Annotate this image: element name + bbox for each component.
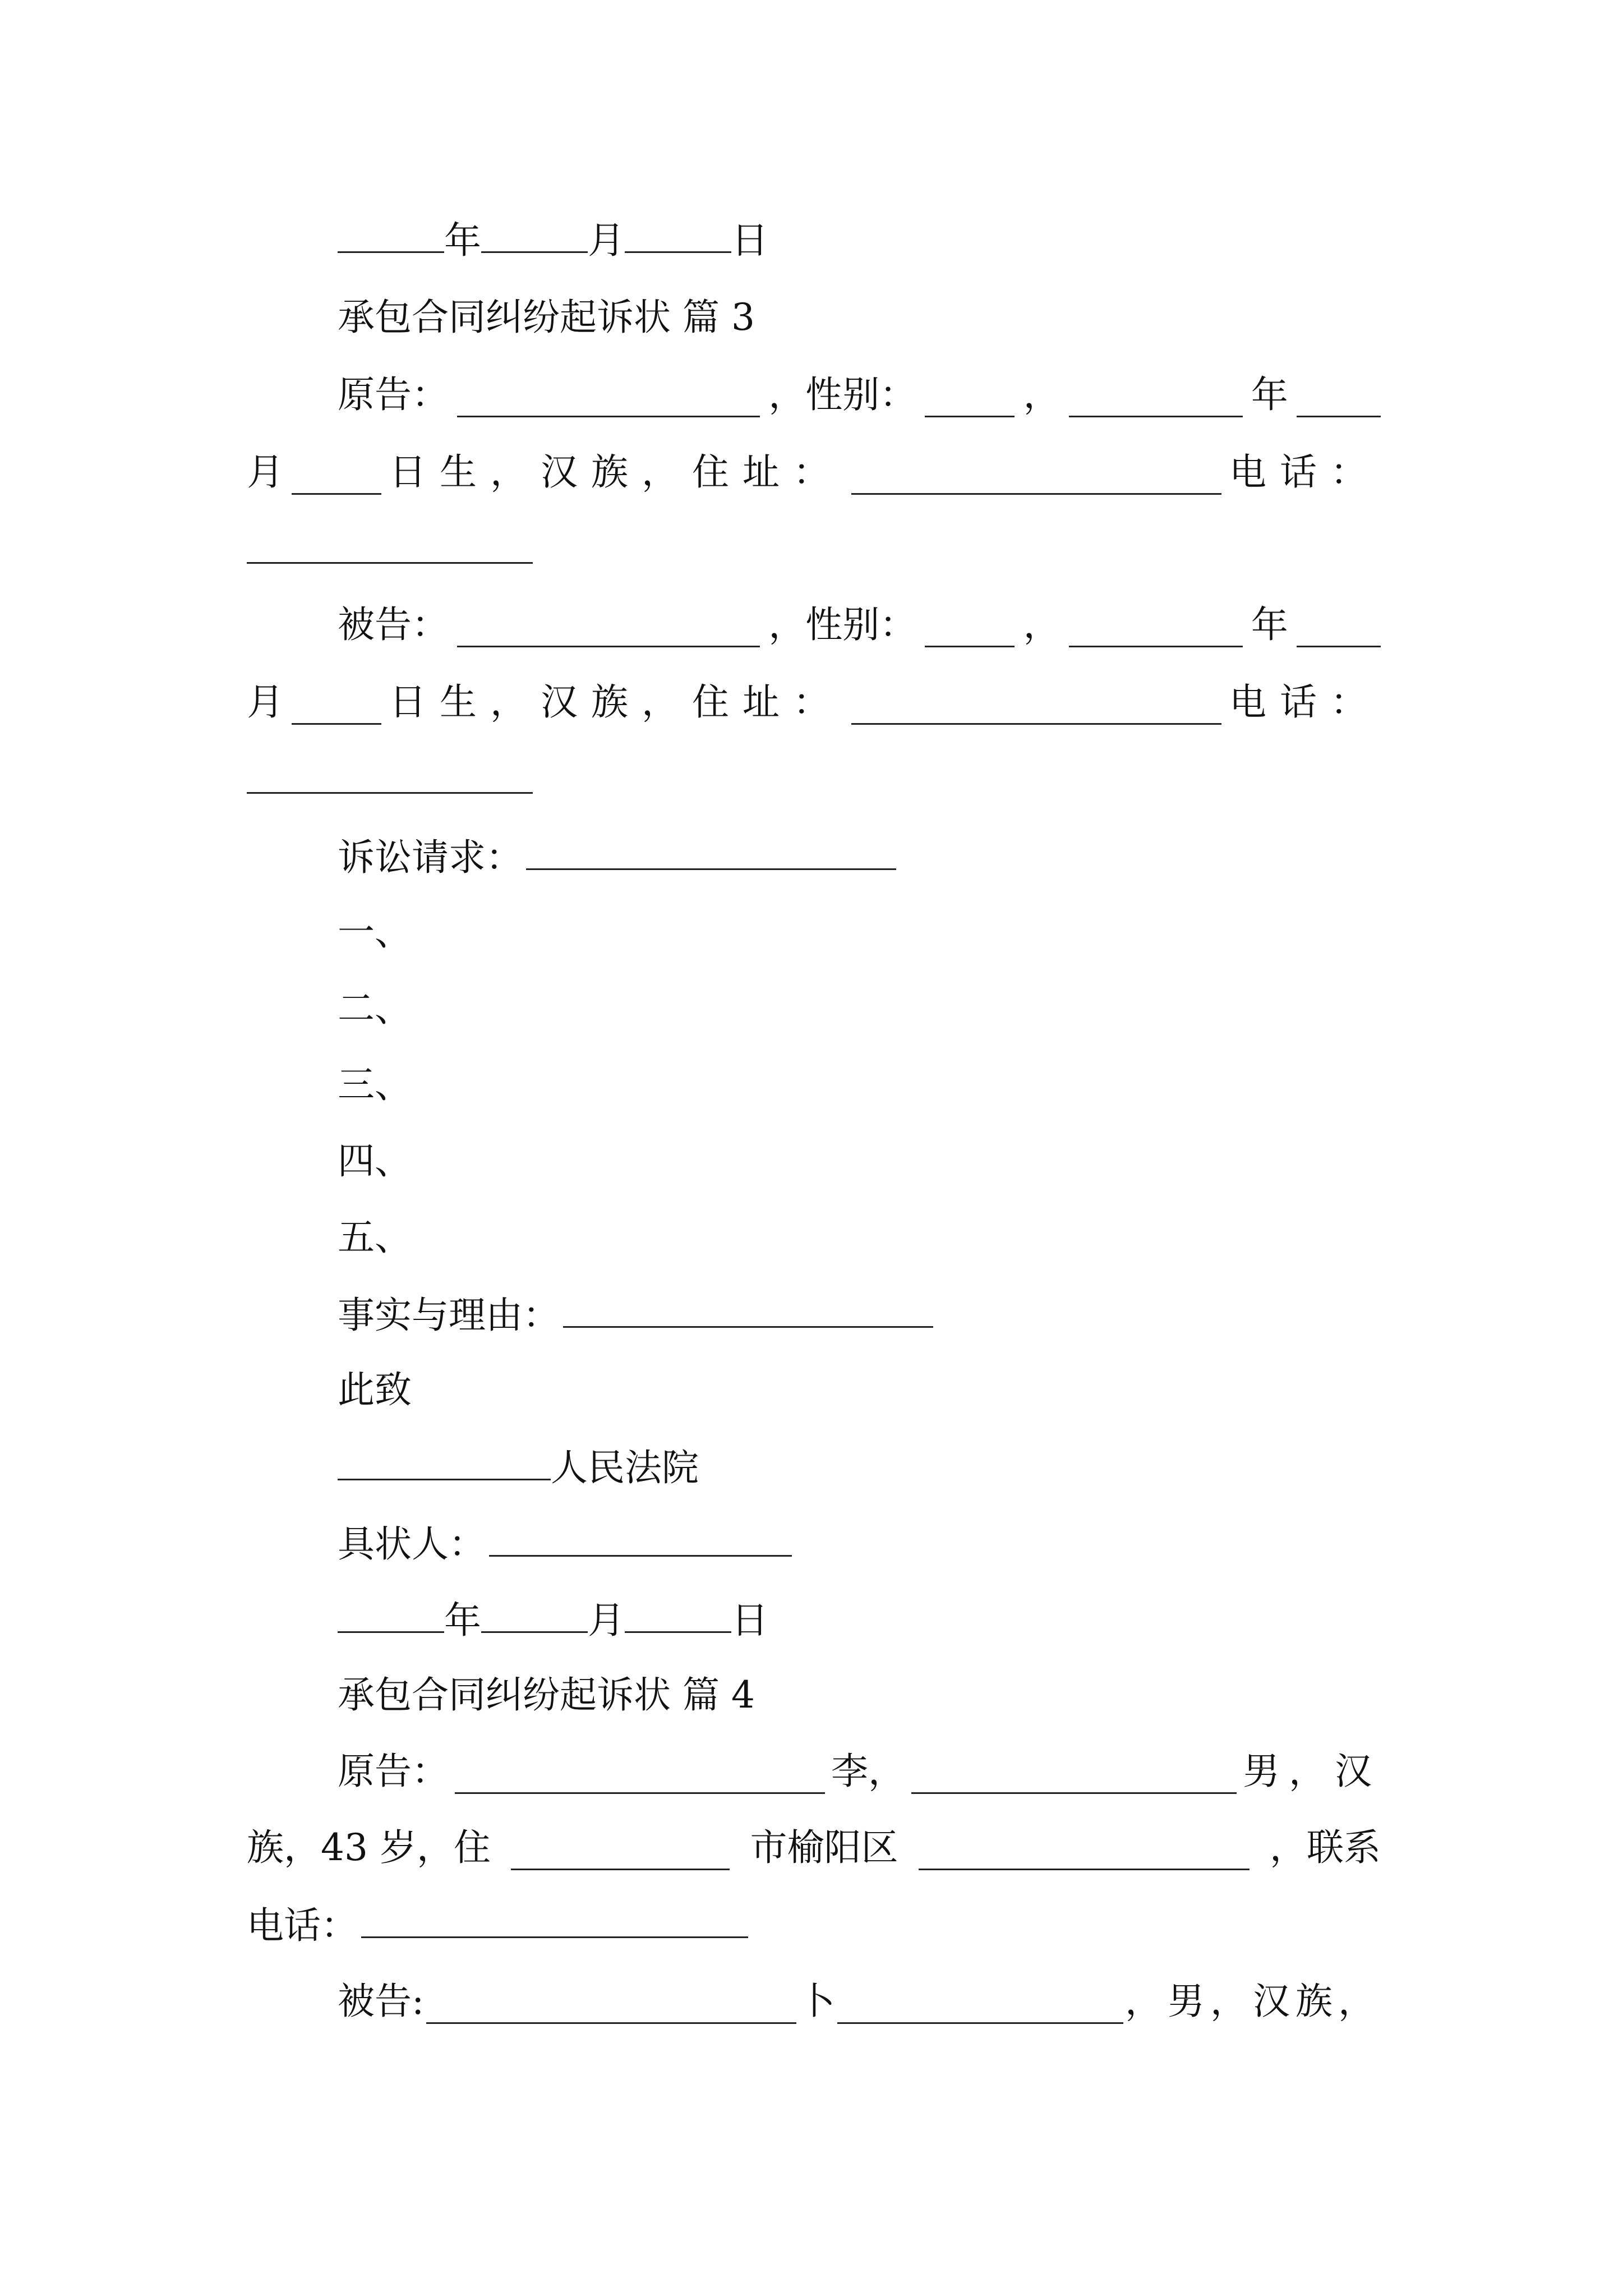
s3-plaintiff-year-blank[interactable]	[1069, 381, 1243, 417]
year-label: 年	[444, 219, 481, 262]
month-label: 月	[588, 1599, 625, 1642]
s4-plaintiff-age-address: 族，43 岁，住	[247, 1826, 491, 1869]
s3-plaintiff-comma: ，	[1023, 373, 1061, 416]
s3-plaintiff-day-blank[interactable]	[292, 458, 381, 495]
blank-day[interactable]	[625, 1596, 731, 1633]
s4-defendant-surname: 卜	[798, 1980, 836, 2023]
section3-heading: 承包合同纠纷起诉状 篇 3	[338, 296, 755, 339]
s3-defendant-comma: ，	[1023, 603, 1061, 646]
blank-month[interactable]	[481, 1596, 588, 1633]
s3-signer	[338, 1520, 792, 1565]
day-label: 日	[731, 219, 768, 262]
s3-defendant-month-label: 月	[247, 680, 284, 724]
s4-defendant-blank2[interactable]	[837, 1987, 1123, 2024]
s3-plaintiff-gender-label: ，性别：	[768, 373, 917, 416]
s3-defendant-month-blank[interactable]	[1297, 611, 1381, 647]
s4-defendant-line1	[338, 1979, 1381, 2024]
s4-plaintiff-line3	[247, 1902, 748, 1947]
date-line-top	[338, 217, 768, 261]
s4-plaintiff-line2	[247, 1825, 1381, 1870]
s3-defendant-year-label: 年	[1251, 603, 1288, 646]
blank-year[interactable]	[338, 1596, 444, 1633]
s3-defendant-year-blank[interactable]	[1069, 611, 1243, 647]
s3-plaintiff-name-blank[interactable]	[457, 381, 760, 417]
s4-plaintiff-contact: ，联系	[1269, 1826, 1381, 1869]
s3-claims-blank[interactable]	[526, 834, 896, 870]
s3-signer-label: 具状人：	[338, 1522, 486, 1566]
s3-plaintiff-line1	[338, 372, 1381, 417]
blank-day[interactable]	[625, 217, 731, 253]
s4-plaintiff-line1	[338, 1749, 1381, 1794]
s4-defendant-rest: ，男，汉族，	[1125, 1980, 1381, 2023]
blank-year[interactable]	[338, 217, 444, 253]
s3-court-blank[interactable]	[338, 1444, 551, 1480]
s3-plaintiff-year-label: 年	[1251, 373, 1288, 416]
s3-claim-item: 三、	[338, 1063, 412, 1106]
s3-defendant-phone-label: 电话：	[1229, 680, 1381, 724]
s3-plaintiff-month-blank[interactable]	[1297, 381, 1381, 417]
s3-date-line	[338, 1596, 768, 1641]
s3-plaintiff-month-label: 月	[247, 450, 284, 494]
s4-plaintiff-surname: 李，	[831, 1750, 905, 1793]
s4-plaintiff-name-blank[interactable]	[455, 1757, 825, 1794]
s4-plaintiff-phone-label: 电话：	[247, 1904, 358, 1947]
s3-facts-blank[interactable]	[563, 1291, 933, 1328]
s4-plaintiff-phone-blank[interactable]	[361, 1902, 748, 1938]
s3-plaintiff-label: 原告：	[338, 373, 449, 416]
s3-plaintiff-phone-blank[interactable]	[247, 527, 533, 564]
s3-plaintiff-line3	[247, 527, 533, 572]
s3-salutation: 此致	[338, 1368, 412, 1411]
s3-claims	[338, 834, 896, 878]
s4-defendant-name-blank[interactable]	[426, 1987, 796, 2024]
s4-plaintiff-gender: 男，汉	[1243, 1750, 1381, 1793]
s3-court-label: 人民法院	[551, 1446, 699, 1489]
s4-plaintiff-district-blank[interactable]	[919, 1834, 1249, 1870]
s3-defendant-name-blank[interactable]	[457, 611, 760, 647]
s4-plaintiff-blank2[interactable]	[911, 1757, 1237, 1794]
s3-claim-item: 四、	[338, 1139, 412, 1182]
s3-defendant-label: 被告：	[338, 603, 449, 646]
s3-defendant-gender-label: ，性别：	[768, 603, 917, 646]
s4-defendant-label: 被告:	[338, 1980, 425, 2023]
s3-defendant-line3	[247, 757, 533, 802]
s3-signer-blank[interactable]	[489, 1520, 792, 1557]
s3-defendant-address-blank[interactable]	[851, 688, 1221, 725]
day-label: 日	[731, 1599, 768, 1642]
s4-plaintiff-city: 市榆阳区	[750, 1826, 898, 1869]
s3-defendant-born-address: 日生，汉族，住址：	[389, 680, 843, 724]
s3-plaintiff-gender-blank[interactable]	[925, 381, 1015, 417]
s3-plaintiff-line2	[247, 450, 1381, 495]
s3-defendant-phone-blank[interactable]	[247, 757, 533, 794]
s3-defendant-gender-blank[interactable]	[925, 611, 1015, 647]
s3-defendant-line2	[247, 680, 1381, 725]
s3-plaintiff-phone-label: 电话：	[1229, 450, 1381, 494]
s3-claim-item: 一、	[338, 910, 412, 954]
section4-heading: 承包合同纠纷起诉状 篇 4	[338, 1673, 755, 1717]
s3-facts-label: 事实与理由：	[338, 1294, 560, 1337]
s3-defendant-line1	[338, 602, 1381, 647]
s3-plaintiff-address-blank[interactable]	[851, 458, 1221, 495]
s3-court-line	[338, 1444, 699, 1489]
s4-plaintiff-label: 原告：	[338, 1750, 449, 1793]
s3-claim-item: 二、	[338, 987, 412, 1030]
month-label: 月	[588, 219, 625, 262]
year-label: 年	[444, 1599, 481, 1642]
s4-plaintiff-city-blank[interactable]	[511, 1834, 730, 1870]
s3-claim-item: 五、	[338, 1216, 412, 1259]
s3-defendant-day-blank[interactable]	[292, 688, 381, 725]
blank-month[interactable]	[481, 217, 588, 253]
s3-claims-label: 诉讼请求：	[338, 836, 523, 879]
s3-plaintiff-born-address: 日生，汉族，住址：	[389, 450, 843, 494]
s3-facts	[338, 1291, 933, 1336]
